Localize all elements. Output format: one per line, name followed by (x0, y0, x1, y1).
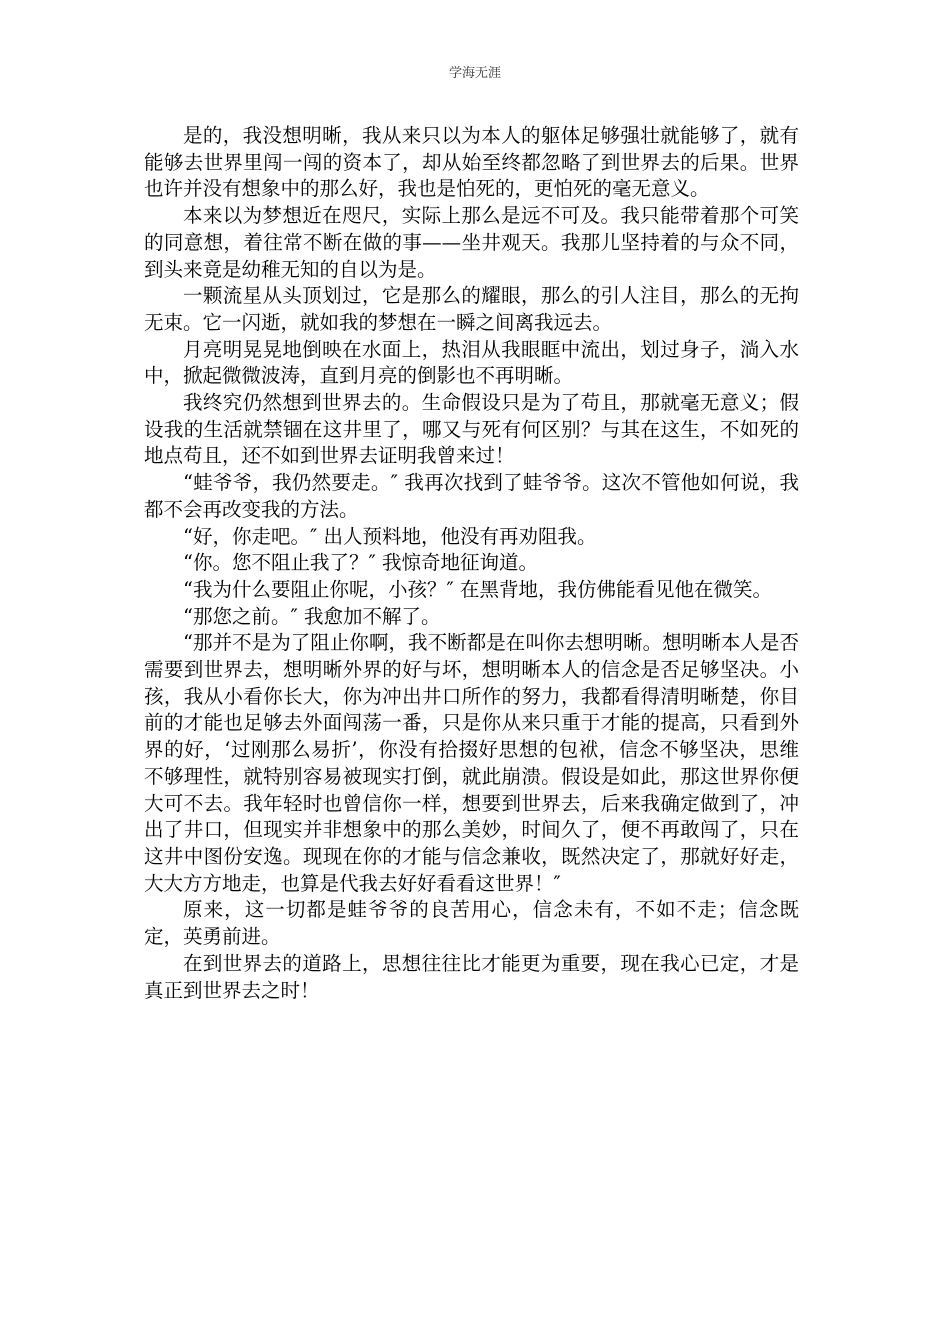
paragraph: “我为什么要阻止你呢，小孩？″ 在黑背地，我仿佛能看见他在微笑。 (183, 577, 772, 601)
paragraph: “好，你走吧。″ 出人预料地，他没有再劝阻我。 (183, 524, 597, 548)
paragraph: 是的，我没想明晰，我从来只以为本人的躯体足够强壮就能够了，就有能够去世界里闯一闯的资本了，却从始至终都忽略了到世界去的后果。世界也许并没有想象中的那么好，我也是怕死的，更怕死的毫无意义。 (144, 124, 799, 201)
page-header: 学海无涯 (448, 66, 501, 81)
document-body (144, 123, 799, 1004)
paragraph: 原来，这一切都是蛙爷爷的良苦用心，信念未有，不如不走；信念既定，英勇前进。 (144, 898, 799, 949)
paragraph: 我终究仍然想到世界去的。生命假设只是为了苟且，那就毫无意义；假设我的生活就禁锢在这井里了，哪又与死有何区别？与其在这生，不如死的地点苟且，还不如到世界去证明我曾来过！ (144, 391, 799, 468)
paragraph: “那并不是为了阻止你啊，我不断都是在叫你去想明晰。想明晰本人是否需要到世界去，想明晰外界的好与坏，想明晰本人的信念是否足够坚决。小孩，我从小看你长大，你为冲出井口所作的努力，我都看得清明晰楚，你目前的才能也足够去外面闯荡一番，只是你从来只重于才能的提高，只看到外界的好，‘过刚那么易折’，你没有拾掇好思想的包袱，信念不够坚决，思维不够理性，就特别容易被现实打倒，就此崩溃。假设是如此，那这世界你便大可不去。我年轻时也曾信你一样，想要到世界去，后来我确定做到了，冲出了井口，但现实并非想象中的那么美妙，时间久了，便不再敢闯了，只在这井中图份安逸。现现在你的才能与信念兼收，既然决定了，那就好好走，大大方方地走，也算是代我去好好看看这世界！″ (144, 631, 799, 895)
paragraph: “蛙爷爷，我仍然要走。″ 我再次找到了蛙爷爷。这次不管他如何说，我都不会再改变我的方法。 (144, 471, 799, 521)
paragraph: 一颗流星从头顶划过，它是那么的耀眼，那么的引人注目，那么的无拘无束。它一闪逝，就如我的梦想在一瞬之间离我远去。 (144, 284, 799, 334)
paragraph: 本来以为梦想近在咫尺，实际上那么是远不可及。我只能带着那个可笑的同意想，着往常不断在做的事——坐井观天。我那儿坚持着的与众不同，到头来竟是幼稚无知的自以为是。 (144, 204, 799, 281)
paragraph: “你。您不阻止我了？″ 我惊奇地征询道。 (183, 551, 538, 575)
paragraph: “那您之前。″ 我愈加不解了。 (183, 604, 441, 628)
paragraph: 月亮明晃晃地倒映在水面上，热泪从我眼眶中流出，划过身子，淌入水中，掀起微微波涛，直到月亮的倒影也不再明晰。 (144, 337, 799, 388)
paragraph: 在到世界去的道路上，思想往往比才能更为重要，现在我心已定，才是真正到世界去之时！ (144, 951, 799, 1002)
